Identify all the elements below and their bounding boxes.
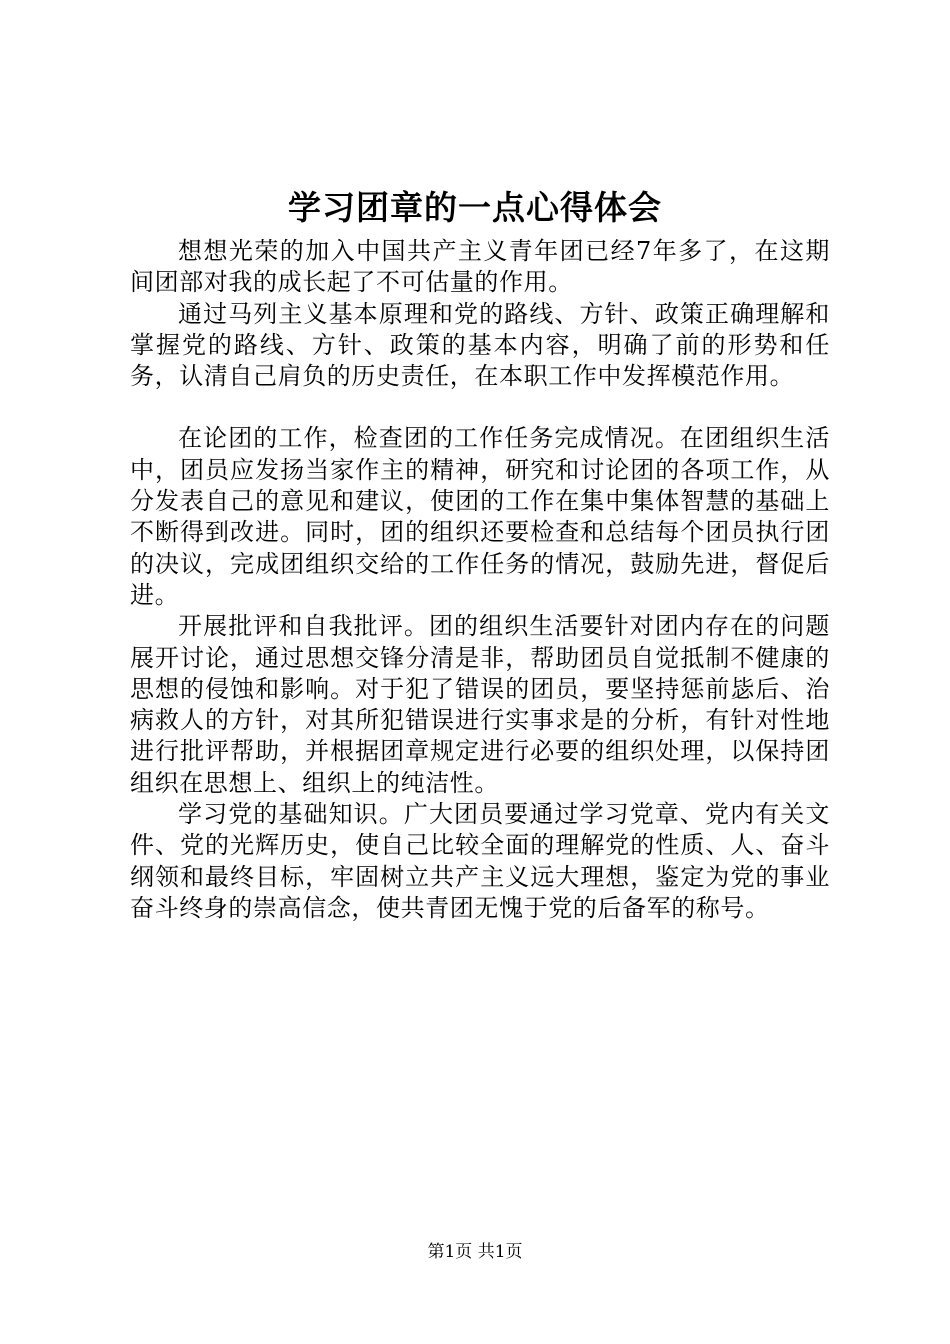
paragraph-3: 在论团的工作，检查团的工作任务完成情况。在团组织生活中，团员应发扬当家作主的精神，研究和讨论团的各项工作，从分发表自己的意见和建议，使团的工作在集中集体智慧的基础上不断得到改进。同时，团的组织还要检查和总结每个团员执行团的决议，完成团组织交给的工作任务的情况，鼓励先进，督促后进。 [130, 424, 830, 609]
paragraph-1: 想想光荣的加入中国共产主义青年团已经7年多了，在这期间团部对我的成长起了不可估量的作用。 [130, 237, 830, 297]
page-footer: 第1页 共1页 [427, 1242, 523, 1262]
document-title: 学习团章的一点心得体会 [288, 188, 662, 227]
paragraph-5: 学习党的基础知识。广大团员要通过学习党章、党内有关文件、党的光辉历史，使自己比较全面的理解党的性质、人、奋斗纲领和最终目标，牢固树立共产主义远大理想，鉴定为党的事业奋斗终身的崇高信念，使共青团无愧于党的后备军的称号。 [130, 800, 830, 922]
paragraph-4: 开展批评和自我批评。团的组织生活要针对团内存在的问题展开讨论，通过思想交锋分清是非，帮助团员自觉抵制不健康的思想的侵蚀和影响。对于犯了错误的团员，要坚持惩前毖后、治病救人的方针，对其所犯错误进行实事求是的分析，有针对性地进行批评帮助，并根据团章规定进行必要的组织处理，以保持团组织在思想上、组织上的纯洁性。 [130, 612, 830, 797]
document-body [130, 236, 830, 924]
paragraph-2: 通过马列主义基本原理和党的路线、方针、政策正确理解和掌握党的路线、方针、政策的基本内容，明确了前的形势和任务，认清自己肩负的历史责任，在本职工作中发挥模范作用。 [130, 299, 830, 391]
